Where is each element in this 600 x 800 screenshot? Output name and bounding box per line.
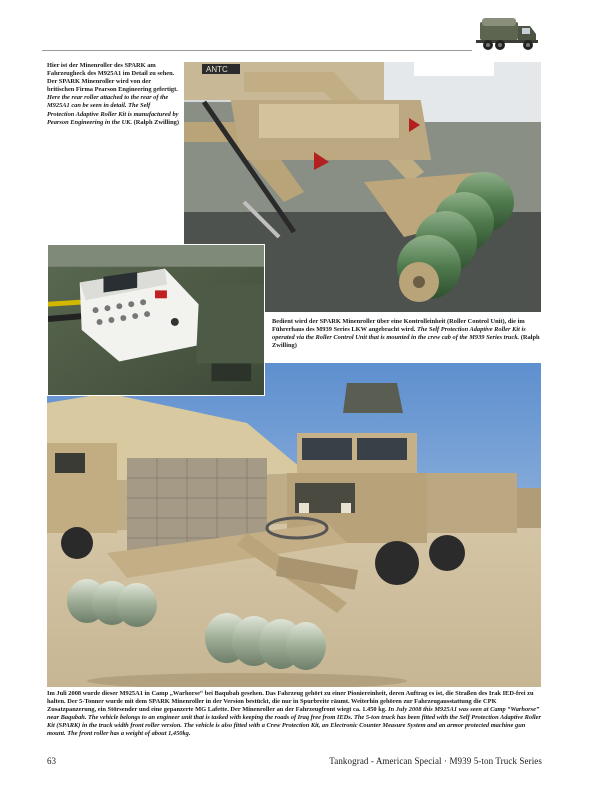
caption-rear-roller-credit: (Ralph Zwilling) [133,118,179,126]
caption-warhorse-de: Im Juli 2008 wurde dieser M925A1 in Camp „Warhorse“ bei Baqubah gesehen. Das Fahrzeug gehört zu einer Pioniereinheit, deren Auftrag es ist, die Straßen des Irak IED-frei zu halten. Der 5-Tonner wurde mit dem SPARK Minenroller in der Version bestückt, die nur in Spurbreite räumt. Weiterhin gehören zur Fahrzeugausstattung die CPK Zusatzpanzerung, ein Störsender und eine gepanzerte MG Lafette. Der Minenroller an der Fahrzeugfront wiegt ca. 1.450 kg. [47,690,534,714]
photo-roller-control-unit [47,244,265,396]
header-rule [42,50,472,51]
page-number: 63 [47,756,56,766]
caption-rear-roller [47,62,179,127]
caption-warhorse-en: In July 2008 this M925A1 was seen at Camp “Warhorse” near Baqubah. The vehicle belongs to an engineer unit that is tasked with keeping the roads of Iraq free from IEDs. The 5-ton truck has been fitted with the Self Protection Adaptive Roller Kit (SPARK) in the truck width front roller version. The vehicle is also fitted with a Crew Protection Kit, an Electronic Counter Measure System and an armor protected machine gun mount. The front roller has a weight of about 1,450kg. [47,706,541,738]
caption-rear-roller-en: Here the rear roller attached to the rear of the M925A1 can be seen in detail. The Self Protection Adaptive Roller Kit is manufactured by Pearson Engineering in the UK. [47,94,179,126]
footer-title: Tankograd - American Special · M939 5-ton Truck Series [329,756,542,766]
photo-truck-camp-warhorse [47,363,541,687]
truck-marking: ANTC [206,65,228,74]
truck-logo-icon [474,14,544,54]
caption-control-de: Bedient wird der SPARK Minenroller über eine Kontrolleinheit (Roller Control Unit), die im Führerhaus des M939 Series LKW angebracht wird. [272,318,525,334]
caption-control-en: The Self Protection Adaptive Roller Kit is operated via the Roller Control Unit that is mounted in the crew cab of the M939 Series truck. [272,326,526,342]
caption-camp-warhorse [47,690,543,739]
caption-rear-roller-de: Hier ist der Minenroller des SPARK am Fahrzeugheck des M925A1 im Detail zu sehen. Der SPARK Minenroller wird von der britischen Firma Pearson Engineering gefertigt. [47,62,178,94]
caption-control-credit: (Ralph Zwilling) [272,334,540,350]
caption-roller-control-unit [272,318,540,350]
